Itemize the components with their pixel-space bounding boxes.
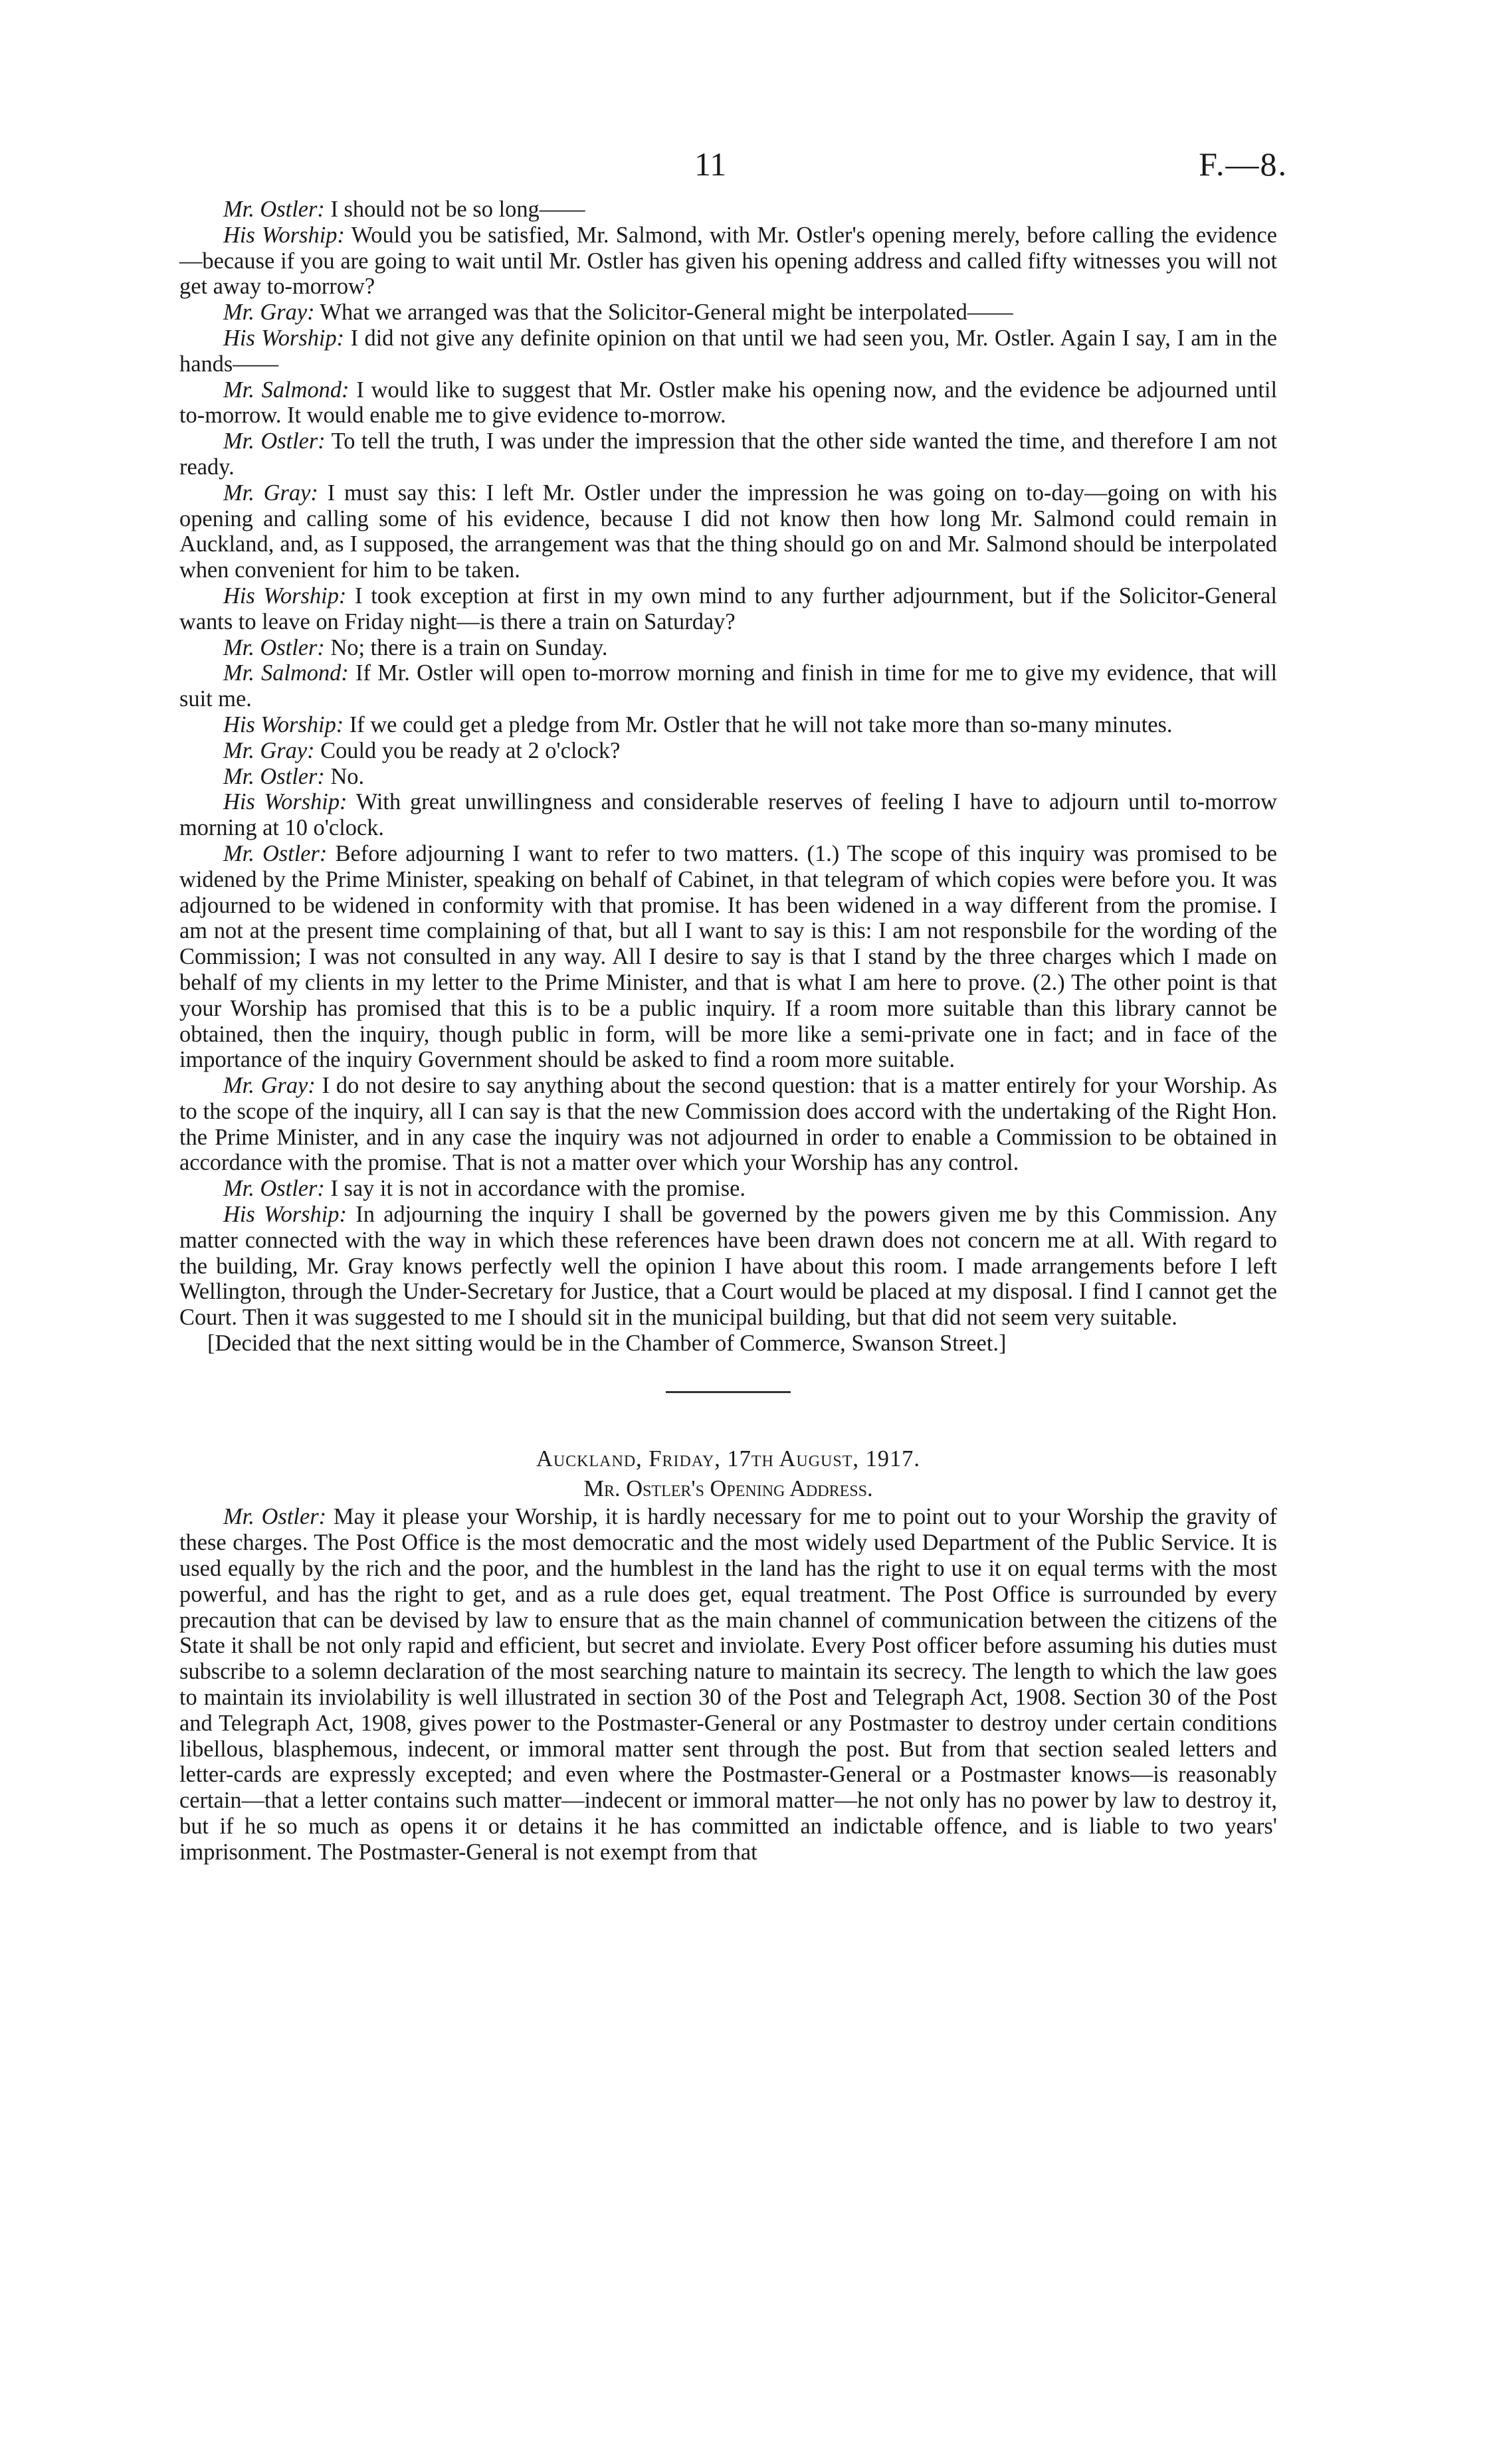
speaker-name: Mr. Ostler: bbox=[223, 428, 326, 454]
speaker-name: His Worship: bbox=[223, 789, 348, 815]
speech-text: If Mr. Ostler will open to-morrow morning and finish in time for me to give my evidence, that will suit me. bbox=[179, 660, 1278, 712]
exchange-paragraph bbox=[179, 428, 1277, 480]
opening-address-paragraph bbox=[179, 1504, 1277, 1865]
exchange-paragraph bbox=[179, 583, 1277, 635]
exchange-paragraph bbox=[179, 223, 1277, 300]
speaker-name: Mr. Ostler: bbox=[223, 1504, 327, 1530]
speech-text: What we arranged was that the Solicitor-General might be interpolated—— bbox=[314, 300, 1013, 326]
speaker-name: Mr. Gray: bbox=[223, 737, 315, 763]
speech-text: With great unwillingness and considerable reserves of feeling I have to adjourn until to-morrow morning at 10 o'clock. bbox=[179, 789, 1277, 841]
speaker-name: His Worship: bbox=[223, 711, 344, 737]
exchange-paragraph bbox=[179, 712, 1277, 738]
speech-text: I did not give any definite opinion on that until we had seen you, Mr. Ostler. Again I say, I am in the hands—— bbox=[179, 325, 1277, 377]
speaker-name: Mr. Ostler: bbox=[223, 1176, 325, 1202]
speaker-name: Mr. Salmond: bbox=[223, 377, 350, 403]
speaker-name: His Worship: bbox=[223, 325, 345, 351]
speech-text: I say it is not in accordance with the promise. bbox=[324, 1176, 746, 1202]
decision-note: [Decided that the next sitting would be in the Chamber of Commerce, Swanson Street.] bbox=[207, 1331, 1007, 1357]
exchange-paragraph bbox=[179, 480, 1277, 583]
speech-text: To tell the truth, I was under the impression that the other side wanted the time, and therefore I am not ready. bbox=[179, 428, 1277, 480]
exchange-paragraph bbox=[179, 738, 1277, 764]
speech-text: I took exception at first in my own mind to any further adjournment, but if the Solicitor-General wants to leave on Friday night—is there a train on Saturday? bbox=[179, 583, 1277, 634]
speaker-name: Mr. Gray: bbox=[223, 300, 315, 326]
speaker-name: Mr. Ostler: bbox=[223, 840, 328, 866]
exchange-paragraph bbox=[179, 635, 1277, 661]
speech-text: No. bbox=[324, 763, 365, 789]
page-header bbox=[0, 145, 1499, 185]
exchange-paragraph bbox=[179, 789, 1277, 841]
speaker-name: Mr. Salmond: bbox=[223, 660, 349, 686]
speech-text: I would like to suggest that Mr. Ostler make his opening now, and the evidence be adjourned until to-morrow. It would enable me to give evidence to-morrow. bbox=[179, 377, 1277, 428]
speech-text: No; there is a train on Sunday. bbox=[324, 634, 608, 660]
exchange-paragraph bbox=[179, 841, 1277, 1073]
page-number: 11 bbox=[694, 145, 727, 183]
section-divider bbox=[666, 1391, 791, 1393]
speaker-name: Mr. Ostler: bbox=[223, 634, 325, 660]
exchange-paragraph bbox=[179, 197, 1277, 223]
speech-text: Before adjourning I want to refer to two matters. (1.) The scope of this inquiry was promised to be widened by the Prime Minister, speaking on behalf of Cabinet, in that telegram of which copies were before you. It was adjourned to be widened in conformity with that promise. It has been widened in a way different from the promise. I am not at the present time complaining of that, but all I want to say is this: I am not responsbile for the wording of the Commission; I was not consulted in any way. All I desire to say is that I stand by the three charges which I made on behalf of my clients in my letter to the Prime Minister, and that is what I am here to prove. (2.) The other point is that your Worship has promised that this is to be a public inquiry. If a room more suitable than this library cannot be obtained, then the inquiry, though public in form, will be more like a semi-private one in fact; and in face of the importance of the inquiry Government should be asked to find a room more suitable. bbox=[179, 840, 1277, 1073]
section-subheading: Mr. Ostler's Opening Address. bbox=[583, 1475, 873, 1501]
exchange-paragraph bbox=[179, 1176, 1277, 1202]
speaker-name: His Worship: bbox=[223, 583, 347, 609]
document-reference: F.—8. bbox=[1199, 145, 1288, 183]
section-heading: Auckland, Friday, 17th August, 1917. bbox=[536, 1446, 920, 1471]
speech-text: I do not desire to say anything about the second question: that is a matter entirely for your Worship. As to the scope of the inquiry, all I can say is that the new Commission does accord with the undertaking of the Right Hon. the Prime Minister, and in any case the inquiry was not adjourned in order to enable a Commission to be obtained in accordance with the promise. That is not a matter over which your Worship has any control. bbox=[179, 1073, 1277, 1176]
speech-text: May it please your Worship, it is hardly necessary for me to point out to your Worship the gravity of these charges. The Post Office is the most democratic and the most widely used Department of the Public Service. It is used equally by the rich and the poor, and the humblest in the land has the right to use it on equal terms with the most powerful, and has the right to get, and as a rule does get, equal treatment. The Post Office is surrounded by every precaution that can be devised by law to ensure that as the main channel of communication between the citizens of the State it shall be not only rapid and efficient, but secret and inviolate. Every Post officer before assuming his duties must subscribe to a solemn declaration of the most searching nature to maintain its secrecy. The length to which the law goes to maintain its inviolability is well illustrated in section 30 of the Post and Telegraph Act, 1908. Section 30 of the Post and Telegraph Act, 1908, gives power to the Postmaster-General or any Postmaster to destroy under certain conditions libellous, blasphemous, indecent, or immoral matter sent through the post. But from that section sealed letters and letter-cards are expressly excepted; and even where the Postmaster-General or a Postmaster knows—is reasonably certain—that a letter contains such matter—indecent or immoral matter—he not only has no power by law to destroy it, but if he so much as opens it or detains it he has committed an indictable offence, and is liable to two years' imprisonment. The Postmaster-General is not exempt from that bbox=[179, 1504, 1277, 1865]
exchange-paragraph bbox=[179, 300, 1277, 326]
speech-text: If we could get a pledge from Mr. Ostler that he will not take more than so-many minutes. bbox=[344, 711, 1173, 737]
speech-text: Would you be satisfied, Mr. Salmond, with Mr. Ostler's opening merely, before calling the evidence—because if you are going to wait until Mr. Ostler has given his opening address and called fifty witnesses you will not get away to-morrow? bbox=[179, 222, 1277, 300]
speech-text: I should not be so long—— bbox=[324, 197, 585, 222]
speaker-name: Mr. Ostler: bbox=[223, 763, 325, 789]
speech-text: In adjourning the inquiry I shall be governed by the powers given me by this Commission. Any matter connected with the way in which these references have been drawn does not concern me at all. With regard to the building, Mr. Gray knows perfectly well the opinion I have about this room. I made arrangements before I left Wellington, through the Under-Secretary for Justice, that a Court would be placed at my disposal. I find I cannot get the Court. Then it was suggested to me I should sit in the municipal building, but that did not seem very suitable. bbox=[179, 1202, 1277, 1331]
document-body bbox=[179, 197, 1277, 1865]
exchange-paragraph bbox=[179, 764, 1277, 790]
speaker-name: Mr. Gray: bbox=[223, 1073, 316, 1099]
speaker-name: Mr. Gray: bbox=[223, 480, 318, 506]
speaker-name: His Worship: bbox=[223, 1202, 347, 1228]
speech-text: I must say this: I left Mr. Ostler under the impression he was going on to-day—going on with his opening and calling some of his evidence, because I did not know then how long Mr. Salmond could remain in Auckland, and, as I supposed, the arrangement was that the thing should go on and Mr. Salmond should be interpolated when convenient for him to be taken. bbox=[179, 480, 1278, 583]
exchange-paragraph bbox=[179, 377, 1277, 429]
speaker-name: His Worship: bbox=[223, 222, 345, 248]
exchange-paragraph bbox=[179, 326, 1277, 377]
speech-text: Could you be ready at 2 o'clock? bbox=[314, 737, 621, 763]
exchange-paragraph bbox=[179, 1202, 1277, 1331]
exchange-paragraph bbox=[179, 660, 1277, 712]
speaker-name: Mr. Ostler: bbox=[223, 197, 325, 222]
exchange-paragraph bbox=[179, 1073, 1277, 1176]
